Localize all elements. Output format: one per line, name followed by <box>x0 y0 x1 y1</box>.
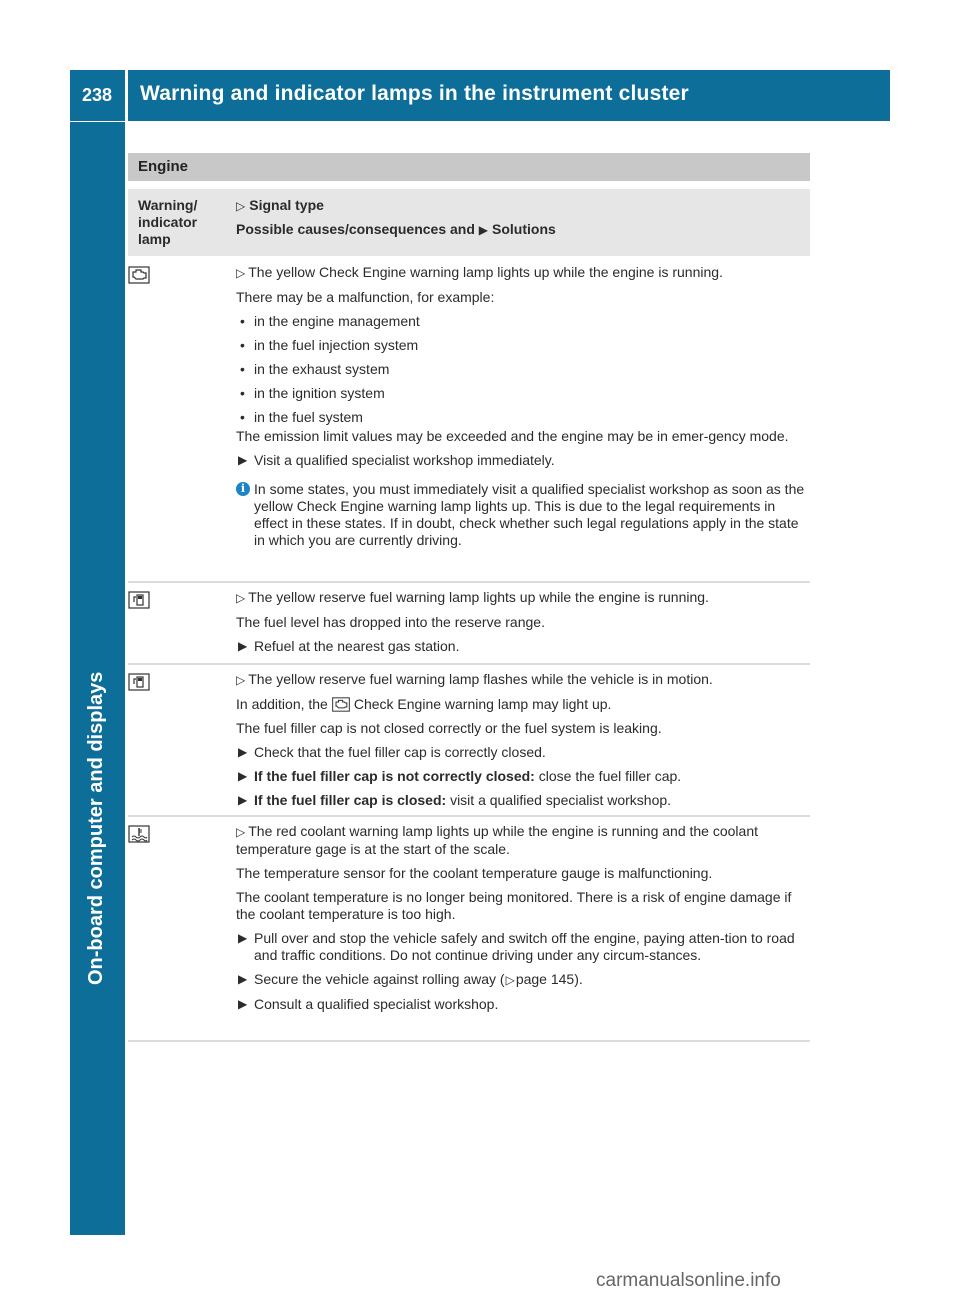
check-engine-icon <box>331 697 351 712</box>
signal-text: The yellow reserve fuel warning lamp flashes while the vehicle is in motion. <box>248 671 713 687</box>
fuel-pump-icon <box>128 673 150 691</box>
consequence-text: The emission limit values may be exceeded and the engine may be in emer-gency mode. <box>236 428 789 444</box>
signal-triangle-icon: ▷ <box>236 673 246 687</box>
solution-arrow-icon: ▶ <box>478 223 489 237</box>
page-header <box>70 70 890 121</box>
page-title: Warning and indicator lamps in the instrument cluster <box>140 82 689 105</box>
solution-arrow-icon: ▶ <box>238 793 248 807</box>
solution-arrow-icon: ▶ <box>238 453 248 467</box>
page-ref-triangle-icon: ▷ <box>505 973 515 987</box>
watermark: carmanualsonline.info <box>596 1270 781 1291</box>
header-divider <box>125 70 128 121</box>
list-item: • in the exhaust system <box>236 361 808 378</box>
solution-arrow-icon: ▶ <box>238 997 248 1011</box>
solution-step: ▶ If the fuel filler cap is not correctly closed: close the fuel filler cap. <box>238 768 682 784</box>
fuel-pump-icon <box>128 591 150 609</box>
cause-intro: There may be a malfunction, for example: <box>236 289 495 305</box>
cause-text: The coolant temperature is no longer being monitored. There is a risk of engine damage if the coolant temperature is too high. <box>236 889 792 922</box>
solution-arrow-icon: ▶ <box>238 639 248 653</box>
solution-arrow-icon: ▶ <box>238 931 248 945</box>
section-title: Engine <box>138 158 189 175</box>
list-item: • in the fuel injection system <box>236 337 808 354</box>
page-number: 238 <box>82 85 113 105</box>
section-header <box>128 153 810 181</box>
signal-triangle-icon: ▷ <box>236 199 246 213</box>
cause-text: The temperature sensor for the coolant temperature gauge is malfunctioning. <box>236 865 713 881</box>
signal-triangle-icon: ▷ <box>236 591 246 605</box>
solution-arrow-icon: ▶ <box>238 972 248 986</box>
side-tab-label: On-board computer and displays <box>85 671 107 985</box>
signal-text: The red coolant warning lamp lights up while the engine is running and the coolant temperature gage is at the start of the scale. <box>236 823 759 857</box>
signal-triangle-icon: ▷ <box>236 266 246 280</box>
solutions-label: Solutions <box>492 221 556 237</box>
description-column-header <box>236 197 556 245</box>
list-item: • in the fuel system <box>236 409 808 426</box>
lamp-column-header: Warning/ indicator lamp <box>138 197 198 247</box>
solution-step: ▶ Pull over and stop the vehicle safely and switch off the engine, paying atten-tion to road and traffic conditions. Do not continue driving under any circum-stances. <box>238 930 795 963</box>
cause-text: In addition, the Check Engine warning lamp may light up. <box>236 696 612 712</box>
cause-text: The fuel level has dropped into the reserve range. <box>236 614 545 630</box>
list-item: • in the ignition system <box>236 385 808 402</box>
signal-type-label: Signal type <box>249 197 324 213</box>
solution-step: ▶ Secure the vehicle against rolling away (▷page 145). <box>238 971 583 987</box>
page-reference-link[interactable]: page 145 <box>515 971 575 987</box>
row-description <box>236 589 808 662</box>
list-item: • in the engine management <box>236 313 808 330</box>
solution-arrow-icon: ▶ <box>238 745 248 759</box>
causes-label: Possible causes/consequences and <box>236 221 475 237</box>
solution-step: ▶ Check that the fuel filler cap is correctly closed. <box>238 744 546 760</box>
table-header <box>128 189 810 256</box>
solution-step: ▶ Visit a qualified specialist workshop immediately. <box>238 452 555 468</box>
row-description <box>236 671 808 816</box>
cause-text: The fuel filler cap is not closed correctly or the fuel system is leaking. <box>236 720 662 736</box>
table-row <box>128 583 810 665</box>
row-description <box>236 264 808 556</box>
table-row <box>128 665 810 817</box>
row-description <box>236 823 808 1020</box>
coolant-temperature-icon <box>128 825 150 843</box>
table-row <box>128 817 810 1042</box>
info-icon: i <box>236 482 250 496</box>
signal-triangle-icon: ▷ <box>236 825 246 839</box>
signal-text: The yellow reserve fuel warning lamp lights up while the engine is running. <box>248 589 709 605</box>
table-row <box>128 258 810 583</box>
solution-step: ▶ Refuel at the nearest gas station. <box>238 638 460 654</box>
check-engine-icon <box>128 266 150 284</box>
info-note: i In some states, you must immediately visit a qualified specialist workshop as soon as the yellow Check Engine warning lamp lights up. This is due to the legal requirements in effect in these states. If in doubt, check whether such legal regulations apply in the state in which you are currently driving. <box>236 481 808 549</box>
signal-text: The yellow Check Engine warning lamp lights up while the engine is running. <box>248 264 723 280</box>
solution-arrow-icon: ▶ <box>238 769 248 783</box>
solution-step: ▶ If the fuel filler cap is closed: visit a qualified specialist workshop. <box>238 792 672 808</box>
solution-step: ▶ Consult a qualified specialist workshop. <box>238 996 499 1012</box>
